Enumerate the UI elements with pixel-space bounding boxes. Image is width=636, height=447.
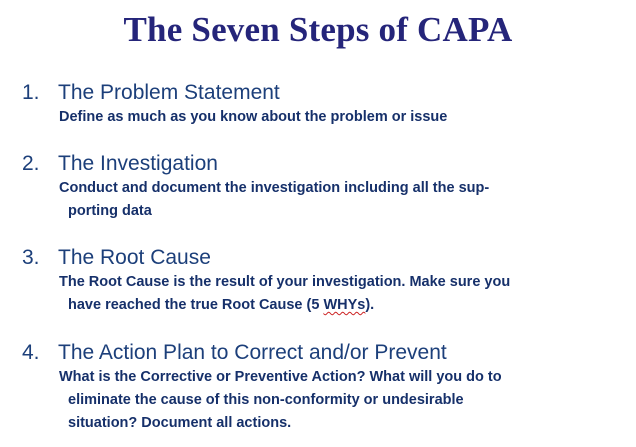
step-3 — [22, 245, 632, 317]
step-number: 2. — [22, 152, 40, 175]
step-heading — [22, 340, 632, 366]
step-title: The Root Cause — [58, 246, 211, 269]
step-number: 4. — [22, 341, 40, 364]
step-1 — [22, 80, 632, 129]
step-heading — [22, 80, 632, 106]
step-description-line: have reached the true Root Cause (5 — [68, 297, 324, 313]
step-description-line-end: ). — [365, 297, 375, 313]
step-description-line: What is the Corrective or Preventive Action? What will you do to — [59, 369, 502, 385]
step-description — [59, 271, 636, 317]
step-4 — [22, 340, 632, 435]
step-title: The Action Plan to Correct and/or Prevent — [58, 341, 447, 364]
step-2 — [22, 151, 632, 223]
page-title: The Seven Steps of CAPA — [123, 10, 513, 49]
step-heading — [22, 245, 632, 271]
step-description-line: porting data — [68, 203, 152, 219]
step-heading — [22, 151, 632, 177]
step-title: The Problem Statement — [58, 81, 280, 104]
step-description — [59, 177, 636, 223]
step-description-line: Conduct and document the investigation including all the sup- — [59, 180, 490, 196]
step-number: 3. — [22, 246, 40, 269]
step-description — [59, 366, 636, 435]
step-number: 1. — [22, 81, 40, 104]
step-description-line: eliminate the cause of this non-conformity or undesirable — [68, 392, 464, 408]
step-description-line: The Root Cause is the result of your investigation. Make sure you — [59, 274, 511, 290]
step-description — [59, 106, 636, 129]
step-description-line: situation? Document all actions. — [68, 415, 292, 431]
step-title: The Investigation — [58, 152, 218, 175]
spellcheck-flagged-word: WHYs — [323, 297, 366, 313]
step-description-text: Define as much as you know about the problem or issue — [59, 109, 448, 125]
